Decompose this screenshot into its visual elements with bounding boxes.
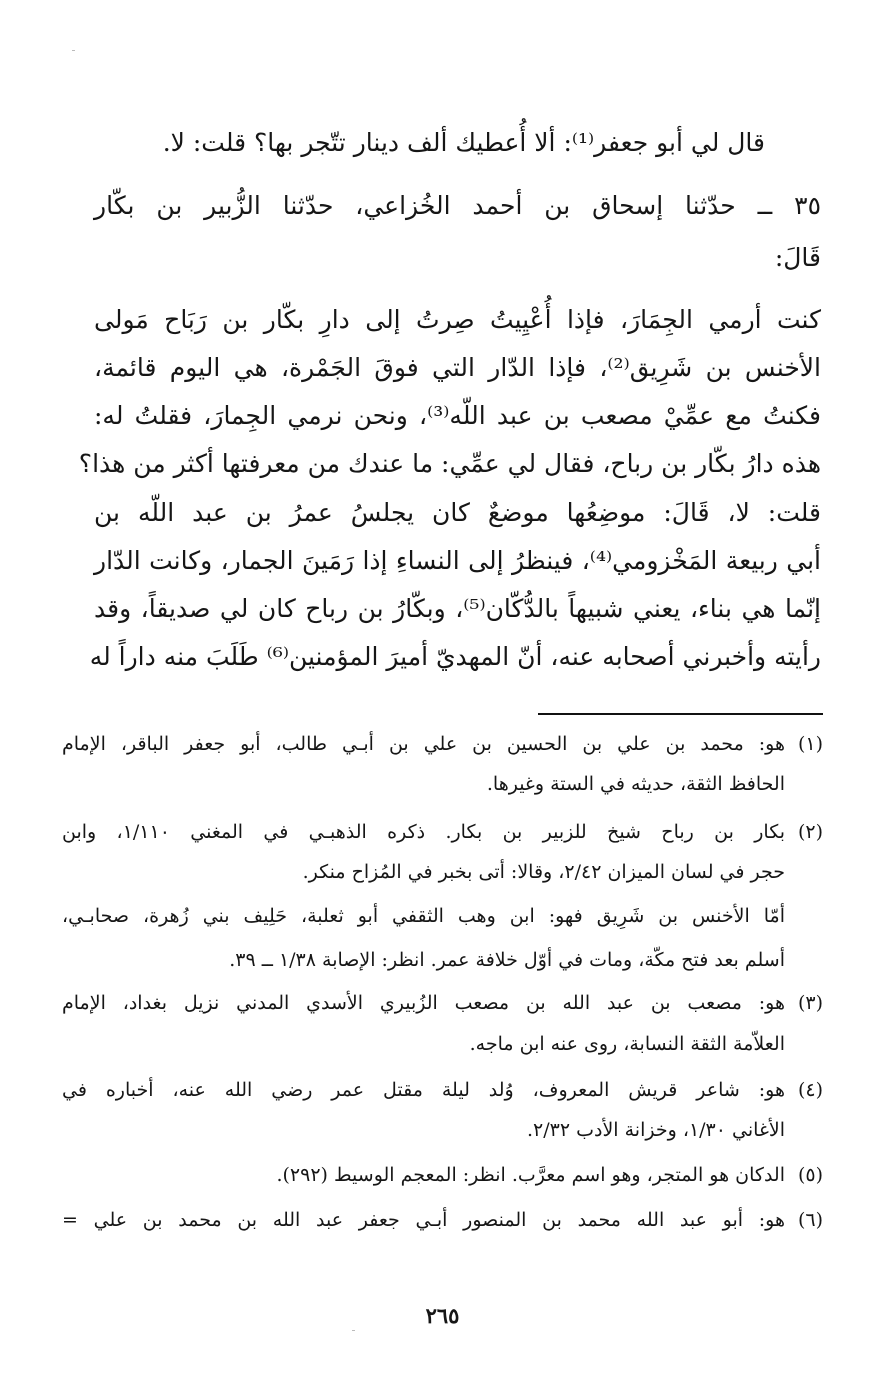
footnote-2-line-1: بكار بن رباح شيخ للزبير بن بكار. ذكره الذهبـي في المغني ١/١١٠، وابن	[62, 821, 785, 843]
footnote-5	[62, 1166, 823, 1185]
footnote-1-number: (١)	[797, 733, 823, 755]
footnote-5-line-1: الدكان هو المتجر، وهو اسم معرَّب. انظر: المعجم الوسيط (٢٩٢).	[276, 1164, 785, 1186]
footnote-2-line-4: أسلم بعد فتح مكّة، ومات في أوّل خلافة عمر. انظر: الإصابة ١/٣٨ ــ ٣٩.	[229, 949, 785, 971]
footnote-4	[62, 1081, 823, 1100]
body-line-11: رأيته وأخبرني أصحابه عنه، أنّ المهديّ أميرَ المؤمنين⁽⁶⁾ طَلَبَ منه داراً له	[89, 642, 821, 671]
footnote-2	[62, 823, 823, 842]
footnote-2-number: (٢)	[797, 821, 823, 843]
footnote-1-line-1: هو: محمد بن علي بن الحسين بن علي بن أبـي طالب، أبو جعفر الباقر، الإمام	[62, 733, 785, 755]
footnote-6	[62, 1211, 823, 1230]
footnote-4-number: (٤)	[797, 1079, 823, 1101]
footnote-2-line-2: حجر في لسان الميزان ٢/٤٢، وقالا: أتى بخبر في المُزاح منكر.	[302, 861, 785, 883]
footnote-4-line-1: هو: شاعر قريش المعروف، وُلد ليلة مقتل عمر رضي الله عنه، أخباره في	[62, 1079, 785, 1101]
page-number: ٢٦٥	[425, 1303, 460, 1328]
scan-speck	[352, 1330, 355, 1331]
footnote-3-line-1: هو: مصعب بن عبد الله بن مصعب الزُبيري الأسدي المدني نزيل بغداد، الإمام	[62, 992, 785, 1014]
footnote-1-line-2: الحافظ الثقة، حديثه في الستة وغيرها.	[486, 773, 785, 795]
body-line-10: إنّما هي بناء، يعني شبيهاً بالدُّكّان⁽⁵⁾، وبكّارُ بن رباح كان لي صديقاً، وقد	[94, 594, 821, 623]
footnote-5-number: (٥)	[797, 1164, 823, 1186]
footnote-2-line-3: أمّا الأخنس بن شَرِيق فهو: ابن وهب الثقفي أبو ثعلبة، حَلِيف بني زُهرة، صحابـي،	[62, 905, 785, 927]
footnote-3-number: (٣)	[797, 992, 823, 1014]
body-line-4: كنت أرمي الجِمَارَ، فإذا أُعْيِيتُ صِرتُ إلى دارِ بكّار بن رَبَاح مَولى	[94, 305, 821, 334]
footnote-1	[62, 735, 823, 754]
scan-speck	[72, 50, 75, 51]
body-line-5: الأخنس بن شَرِيق⁽²⁾، فإذا الدّار التي فوقَ الجَمْرة، هي اليوم قائمة،	[94, 353, 821, 382]
body-line-3: قَالَ:	[774, 243, 821, 272]
body-line-2: ٣٥ ــ حدّثنا إسحاق بن أحمد الخُزاعي، حدّثنا الزُّبير بن بكّار	[94, 191, 821, 220]
body-line-7: هذه دارُ بكّار بن رباح، فقال لي عمِّي: ما عندك من معرفتها أكثر من هذا؟	[78, 449, 821, 478]
body-line-6: فكنتُ مع عمِّيْ مصعب بن عبد اللّه⁽³⁾، ونحن نرمي الجِمارَ، فقلتُ له:	[94, 401, 821, 430]
footnote-4-line-2: الأغاني ١/٣٠، وخزانة الأدب ٢/٣٢.	[527, 1119, 785, 1141]
footnote-3	[62, 994, 823, 1013]
footnote-6-line-1: هو: أبو عبد الله محمد بن المنصور أبـي جعفر عبد الله بن محمد بن علي =	[62, 1209, 785, 1231]
footnote-6-number: (٦)	[797, 1209, 823, 1231]
body-line-1: قال لي أبو جعفر⁽¹⁾: ألا أُعطيك ألف دينار تتّجر بها؟ قلت: لا.	[162, 128, 765, 157]
footnote-separator	[538, 713, 823, 715]
body-line-9: أبي ربيعة المَخْزومي⁽⁴⁾، فينظرُ إلى النساءِ إذا رَمَينَ الجمار، وكانت الدّار	[94, 546, 821, 575]
footnote-3-line-2: العلاّمة الثقة النسابة، روى عنه ابن ماجه.	[469, 1033, 785, 1055]
body-line-8: قلت: لا، قَالَ: موضِعُها موضعٌ كان يجلسُ عمرُ بن عبد اللّه بن	[94, 498, 821, 527]
